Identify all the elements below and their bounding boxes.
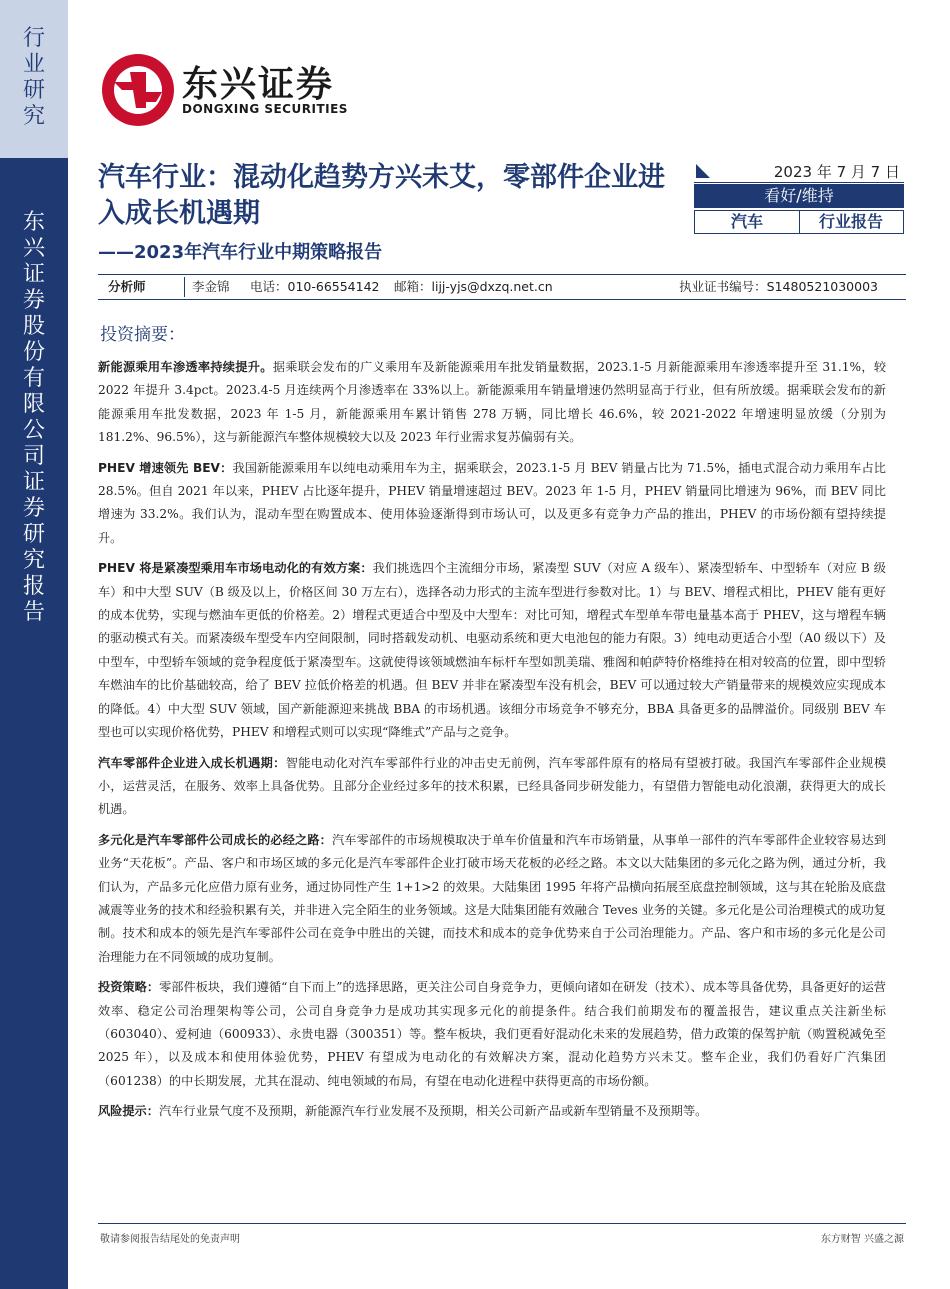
paragraph-lead: PHEV 将是紧凑型乘用车市场电动化的有效方案： bbox=[98, 561, 373, 576]
dongxing-logo-icon bbox=[100, 52, 176, 128]
industry-tag: 汽车 bbox=[695, 211, 800, 233]
analyst-bar bbox=[98, 274, 906, 300]
report-date: 2023 年 7 月 7 日 bbox=[773, 163, 900, 181]
sidebar-company-label: 东兴证券股份有限公司证券研究报告 bbox=[22, 210, 45, 625]
report-info-box bbox=[694, 160, 904, 234]
summary-paragraph bbox=[98, 1100, 886, 1123]
report-type-tag: 行业报告 bbox=[818, 212, 883, 231]
summary-paragraph bbox=[98, 829, 886, 969]
paragraph-text: 智能电动化对汽车零部件行业的冲击史无前例，汽车零部件原有的格局有望被打破。我国汽车零部件企业规模小，运营灵活，在服务、效率上具备优势。且部分企业经过多年的技术积累，已经具备同步研发能力，有望借力智能电动化浪潮，获得更大的成长机遇。 bbox=[98, 755, 887, 817]
analyst-name: 李金锦 bbox=[192, 279, 230, 294]
paragraph-text: 零部件板块，我们遵循“自下而上”的选择思路，更关注公司自身竞争力，更倾向诸如在研发（技术）、成本等具备优势，具备更好的运营效率、稳定公司治理架构等公司，公司自身竞争力是成功其实现多元化的前提条件。结合我们前期发布的覆盖报告，建议重点关注新坐标（603040）、爱柯迪（600933）、永贵电器（300351）等。整车板块，我们更看好混动化未来的发展趋势，借力政策的保驾护航（购置税减免至 2025 年），以及成本和使用体验优势，PHEV 有望成为电动化的有效解决方案，混动化趋势方兴未艾。整车企业，我们仍看好广汽集团（601238）的中长期发展，尤其在混动、纯电领域的布局，有望在电动化进程中获得更高的市场份额。 bbox=[98, 980, 886, 1088]
corner-triangle-icon bbox=[696, 164, 710, 178]
report-title: 汽车行业：混动化趋势方兴未艾，零部件企业进入成长机遇期 bbox=[98, 162, 665, 229]
paragraph-lead: 多元化是汽车零部件公司成长的必经之路： bbox=[98, 832, 332, 847]
analyst-label: 分析师 bbox=[108, 279, 146, 294]
analyst-phone: 电话：010-66554142 bbox=[250, 279, 380, 294]
analyst-cert: 执业证书编号：S1480521030003 bbox=[679, 279, 878, 294]
report-date-row bbox=[694, 160, 904, 183]
summary-paragraph bbox=[98, 557, 886, 744]
report-subtitle: ——2023年汽车行业中期策略报告 bbox=[98, 242, 383, 263]
sidebar-category-panel bbox=[0, 0, 68, 158]
sidebar-company-panel bbox=[0, 158, 68, 1289]
paragraph-text: 我国新能源乘用车以纯电动乘用车为主，据乘联会，2023.1-5 月 BEV 销量占比为 71.5%，插电式混合动力乘用车占比 28.5%。但自 2021 年以来，PHEV 占比逐年提升，PHEV 销量增速超过 BEV。2023 年 1-5 月，PHEV 销量同比增速为 96%，而 BEV 同比增速为 33.2%。我们认为，混动车型在购置成本、使用体验逐渐得到市场认可，以及更多有竞争力产品的推出，PHEV 的市场份额有望持续提升。 bbox=[98, 460, 886, 545]
company-logo bbox=[100, 52, 360, 128]
paragraph-text: 我们挑选四个主流细分市场，紧凑型 SUV（对应 A 级车）、紧凑型轿车、中型轿车（对应 B 级车）和中大型 SUV（B 级及以上，价格区间 30 万左右），选择各动力形式的主流车型进行参数对比。1）与 BEV、增程式相比，PHEV 能有更好的成本优势，实现与燃油车更低的价格差。2）增程式更适合中型及中大型车：对比可知，增程式车型单车带电量基本高于 PHEV，这与增程车辆的驱动模式有关。而紧凑级车型受车内空间限制，同时搭载发动机、电驱动系统和更大电池包的能力有限。3）纯电动更适合小型（A0 级以下）及中型车，中型轿车领域的竞争程度低于紧凑型车。这就使得该领域燃油车标杆车型如凯美瑞、雅阁和帕萨特价格维持在相对较高的位置，即中型轿车燃油车的比价基础较高，给了 BEV 拉低价格差的机遇。但 BEV 并非在紧凑型车没有机会，BEV 可以通过较大产销量带来的规模效应实现成本的降低。4）中大型 SUV 领域，国产新能源迎来挑战 BBA 的市场机遇。该细分市场竞争不够充分，BBA 具备更多的品牌溢价。同级别 BEV 车型也可以实现价格优势，PHEV 和增程式则可以实现“降维式”产品与之竞争。 bbox=[98, 561, 886, 740]
logo-name-en: DONGXING SECURITIES bbox=[182, 102, 348, 116]
summary-body bbox=[98, 356, 886, 1131]
rating-badge: 看好/维持 bbox=[694, 184, 904, 208]
paragraph-text: 据乘联会发布的广义乘用车及新能源乘用车批发销量数据，2023.1-5 月新能源乘用车渗透率提升至 31.1%，较 2022 年提升 3.4pct。2023.4-5 月连续两个月渗透率在 33%以上。新能源乘用车销量增速仍然明显高于行业，但有所放缓。据乘联会发布的新能源乘用车批发数据，2023 年 1-5 月，新能源乘用车累计销售 278 万辆，同比增长 46.6%，较 2021-2022 年增速明显放缓（分别为 181.2%、96.5%），这与新能源汽车整体规模较大以及 2023 年行业需求复苏偏弱有关。 bbox=[98, 360, 887, 445]
paragraph-lead: 汽车零部件企业进入成长机遇期： bbox=[98, 755, 286, 770]
paragraph-lead: PHEV 增速领先 BEV： bbox=[98, 460, 233, 475]
paragraph-lead: 新能源乘用车渗透率持续提升。 bbox=[98, 360, 273, 374]
paragraph-text: 汽车零部件的市场规模取决于单车价值量和汽车市场销量，从事单一部件的汽车零部件企业较容易达到业务“天花板”。产品、客户和市场区域的多元化是汽车零部件企业打破市场天花板的必经之路。本文以大陆集团的多元化之路为例，通过分析，我们认为，产品多元化应借力原有业务，通过协同性产生 1+1>2 的效果。大陆集团 1995 年将产品横向拓展至底盘控制领域，这与其在轮胎及底盘减震等业务的技术和经验积累有关，并非进入完全陌生的业务领域。这是大陆集团能有效融合 Teves 业务的关键。多元化是公司治理模式的成功复制。技术和成本的领先是汽车零部件公司在竞争中胜出的关键，而技术和成本的竞争优势来自于公司治理能力。产品、客户和市场的多元化是公司治理能力在不同领域的成功复制。 bbox=[98, 832, 887, 964]
summary-paragraph bbox=[98, 752, 886, 822]
analyst-divider bbox=[184, 277, 185, 297]
tag-row bbox=[694, 210, 904, 234]
paragraph-lead: 风险提示： bbox=[98, 1104, 159, 1119]
page-footer bbox=[98, 1223, 906, 1245]
analyst-email[interactable]: 邮箱：lijj-yjs@dxzq.net.cn bbox=[394, 279, 553, 294]
summary-paragraph bbox=[98, 356, 886, 450]
paragraph-lead: 投资策略： bbox=[98, 980, 160, 995]
summary-heading: 投资摘要： bbox=[100, 325, 185, 345]
disclaimer-note: 敬请参阅报告结尾处的免责声明 bbox=[100, 1234, 240, 1245]
summary-paragraph bbox=[98, 457, 886, 551]
summary-paragraph bbox=[98, 976, 886, 1093]
company-slogan: 东方财智 兴盛之源 bbox=[820, 1234, 904, 1245]
sidebar-category-label: 行业研究 bbox=[22, 26, 45, 129]
logo-name-cn: 东兴证券 bbox=[182, 64, 335, 105]
paragraph-text: 汽车行业景气度不及预期，新能源汽车行业发展不及预期，相关公司新产品或新车型销量不及预期等。 bbox=[158, 1104, 708, 1119]
